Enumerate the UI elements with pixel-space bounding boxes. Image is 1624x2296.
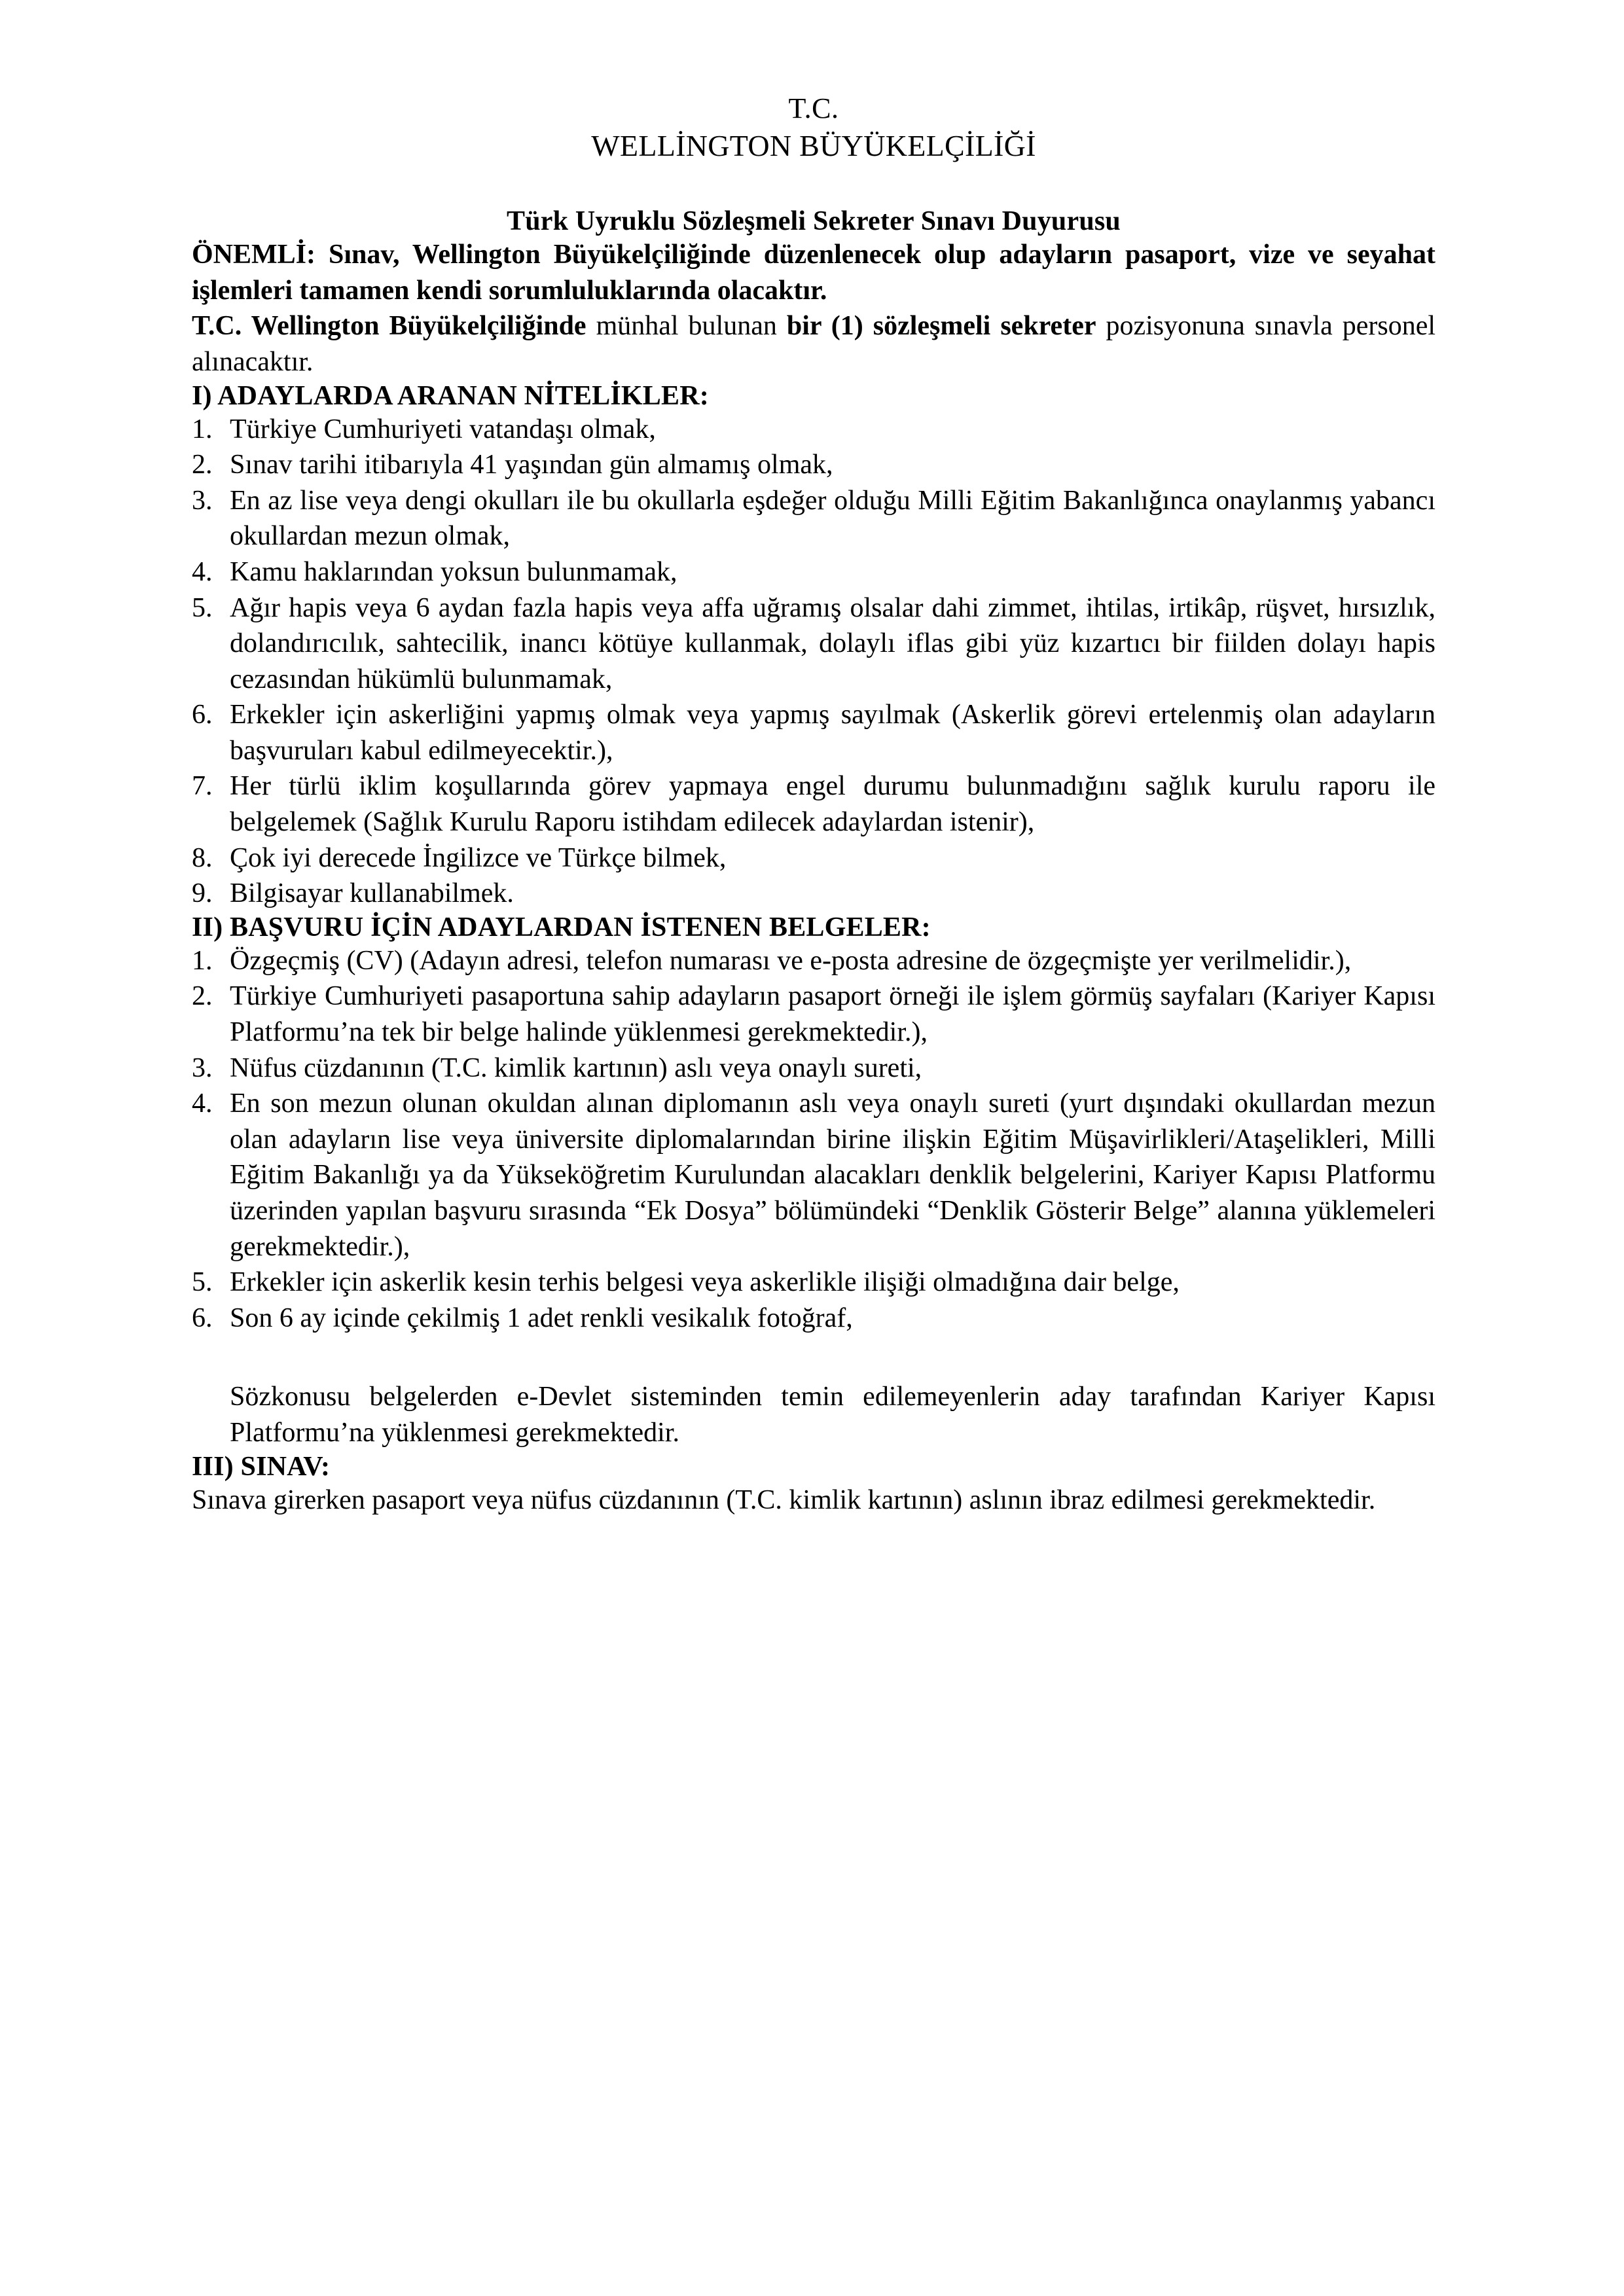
list-item-number: 5.	[192, 1267, 213, 1298]
list-item-number: 2.	[192, 981, 213, 1012]
section-heading-qualifications: I) ADAYLARDA ARANAN NİTELİKLER:	[192, 380, 709, 411]
list-item-text: Son 6 ay içinde çekilmiş 1 adet renkli vesikalık fotoğraf,	[230, 1302, 853, 1333]
exam-paragraph: Sınava girerken pasaport veya nüfus cüzdanının (T.C. kimlik kartının) aslının ibraz edilmesi gerekmektedir.	[192, 1484, 1376, 1515]
list-item	[192, 1086, 1435, 1265]
list-item-text: Çok iyi derecede İngilizce ve Türkçe bilmek,	[230, 842, 727, 873]
qualifications-list	[192, 412, 1435, 912]
list-item-number: 4.	[192, 556, 213, 587]
list-item-text: En az lise veya dengi okulları ile bu okullarla eşdeğer olduğu Milli Eğitim Bakanlığınca onaylanmış yabancı okullardan mezun olmak,	[230, 485, 1435, 552]
list-item-number: 1.	[192, 414, 213, 444]
list-item-number: 3.	[192, 485, 213, 516]
documents-upload-note: Sözkonusu belgelerden e-Devlet sisteminden temin edilemeyenlerin aday tarafından Kariyer Kapısı Platformu’na yüklenmesi gerekmektedir.	[230, 1382, 1435, 1448]
letterhead-line-republic: T.C.	[788, 92, 839, 124]
list-item-number: 2.	[192, 450, 213, 480]
list-item-number: 6.	[192, 1302, 213, 1333]
list-item-number: 8.	[192, 842, 213, 873]
list-item-number: 5.	[192, 592, 213, 623]
list-item-text: Bilgisayar kullanabilmek.	[230, 878, 514, 909]
list-item-text: Kamu haklarından yoksun bulunmamak,	[230, 556, 677, 587]
list-item	[192, 1050, 1435, 1086]
list-item	[192, 412, 1435, 448]
position-text-1: münhal bulunan	[586, 311, 787, 342]
list-item	[192, 1265, 1435, 1300]
position-count-title: bir (1) sözleşmeli sekreter	[786, 311, 1096, 342]
list-item-number: 1.	[192, 945, 213, 976]
list-item-text: Ağır hapis veya 6 aydan fazla hapis veya affa uğramış olsalar dahi zimmet, ihtilas, irtikâp, rüşvet, hırsızlık, dolandırıcılık, sahtecilik, inancı kötüye kullanmak, dolaylı iflas gibi yüz kızartıcı bir fiilden dolayı hapis cezasından hükümlü bulunmamak,	[230, 592, 1435, 694]
position-embassy-name: T.C. Wellington Büyükelçiliğinde	[192, 311, 586, 342]
letterhead-line-embassy: WELLİNGTON BÜYÜKELÇİLİĞİ	[591, 128, 1036, 162]
list-item	[192, 1300, 1435, 1336]
list-item	[192, 447, 1435, 483]
list-item	[192, 697, 1435, 768]
list-item	[192, 876, 1435, 912]
list-item-text: Türkiye Cumhuriyeti pasaportuna sahip adayların pasaport örneği ile işlem görmüş sayfaları (Kariyer Kapısı Platformu’na tek bir belge halinde yüklenmesi gerekmektedir.),	[230, 981, 1435, 1048]
list-item-number: 9.	[192, 878, 213, 909]
list-item-number: 6.	[192, 700, 213, 730]
list-item	[192, 768, 1435, 840]
list-item-text: Erkekler için askerlik kesin terhis belgesi veya askerlikle ilişiği olmadığına dair belge,	[230, 1267, 1180, 1298]
list-item-text: Türkiye Cumhuriyeti vatandaşı olmak,	[230, 414, 656, 444]
document-subtitle: Türk Uyruklu Sözleşmeli Sekreter Sınavı Duyurusu	[506, 206, 1121, 237]
section-heading-exam: III) SINAV:	[192, 1451, 331, 1482]
document-body	[192, 0, 1435, 1518]
list-item-text: Özgeçmiş (CV) (Adayın adresi, telefon numarası ve e-posta adresine de özgeçmişte yer verilmelidir.),	[230, 945, 1352, 976]
required-documents-list	[192, 943, 1435, 1336]
list-item-number: 7.	[192, 771, 213, 802]
list-item-text: Her türlü iklim koşullarında görev yapmaya engel durumu bulunmadığını sağlık kurulu raporu ile belgelemek (Sağlık Kurulu Raporu istihdam edilecek adaylardan istenir),	[230, 771, 1435, 838]
list-item	[192, 978, 1435, 1050]
list-item-text: En son mezun olunan okuldan alınan diplomanın aslı veya onaylı sureti (yurt dışındaki okullardan mezun olan adayların lise veya üniversite diplomalarından birine ilişkin Eğitim Müşavirlikleri/Ataşelikleri, Milli Eğitim Bakanlığı ya da Yükseköğretim Kurulundan alacakları denklik belgelerini, Kariyer Kapısı Platformu üzerinden yapılan başvuru sırasında “Ek Dosya” bölümündeki “Denklik Gösterir Belge” alanına yüklemeleri gerekmektedir.),	[230, 1088, 1435, 1262]
list-item	[192, 840, 1435, 876]
important-notice-paragraph: ÖNEMLİ: Sınav, Wellington Büyükelçiliğinde düzenlenecek olup adayların pasaport, vize ve seyahat işlemleri tamamen kendi sorumluluklarında olacaktır.	[192, 240, 1435, 306]
list-item-number: 4.	[192, 1088, 213, 1119]
position-paragraph	[192, 308, 1435, 380]
position-text-2: pozisyonuna sınavla personel alınacaktır.	[192, 311, 1436, 377]
section-heading-required-documents: II) BAŞVURU İÇİN ADAYLARDAN İSTENEN BELGELER:	[192, 912, 931, 942]
list-item-number: 3.	[192, 1052, 213, 1083]
list-item	[192, 554, 1435, 590]
list-item	[192, 590, 1435, 698]
list-item-text: Sınav tarihi itibarıyla 41 yaşından gün almamış olmak,	[230, 450, 833, 480]
list-item-text: Erkekler için askerliğini yapmış olmak veya yapmış sayılmak (Askerlik görevi ertelenmiş olan adayların başvuruları kabul edilmeyecektir.),	[230, 700, 1435, 766]
list-item	[192, 483, 1435, 554]
list-item	[192, 943, 1435, 979]
list-item-text: Nüfus cüzdanının (T.C. kimlik kartının) aslı veya onaylı sureti,	[230, 1052, 922, 1083]
letterhead	[192, 92, 1435, 164]
